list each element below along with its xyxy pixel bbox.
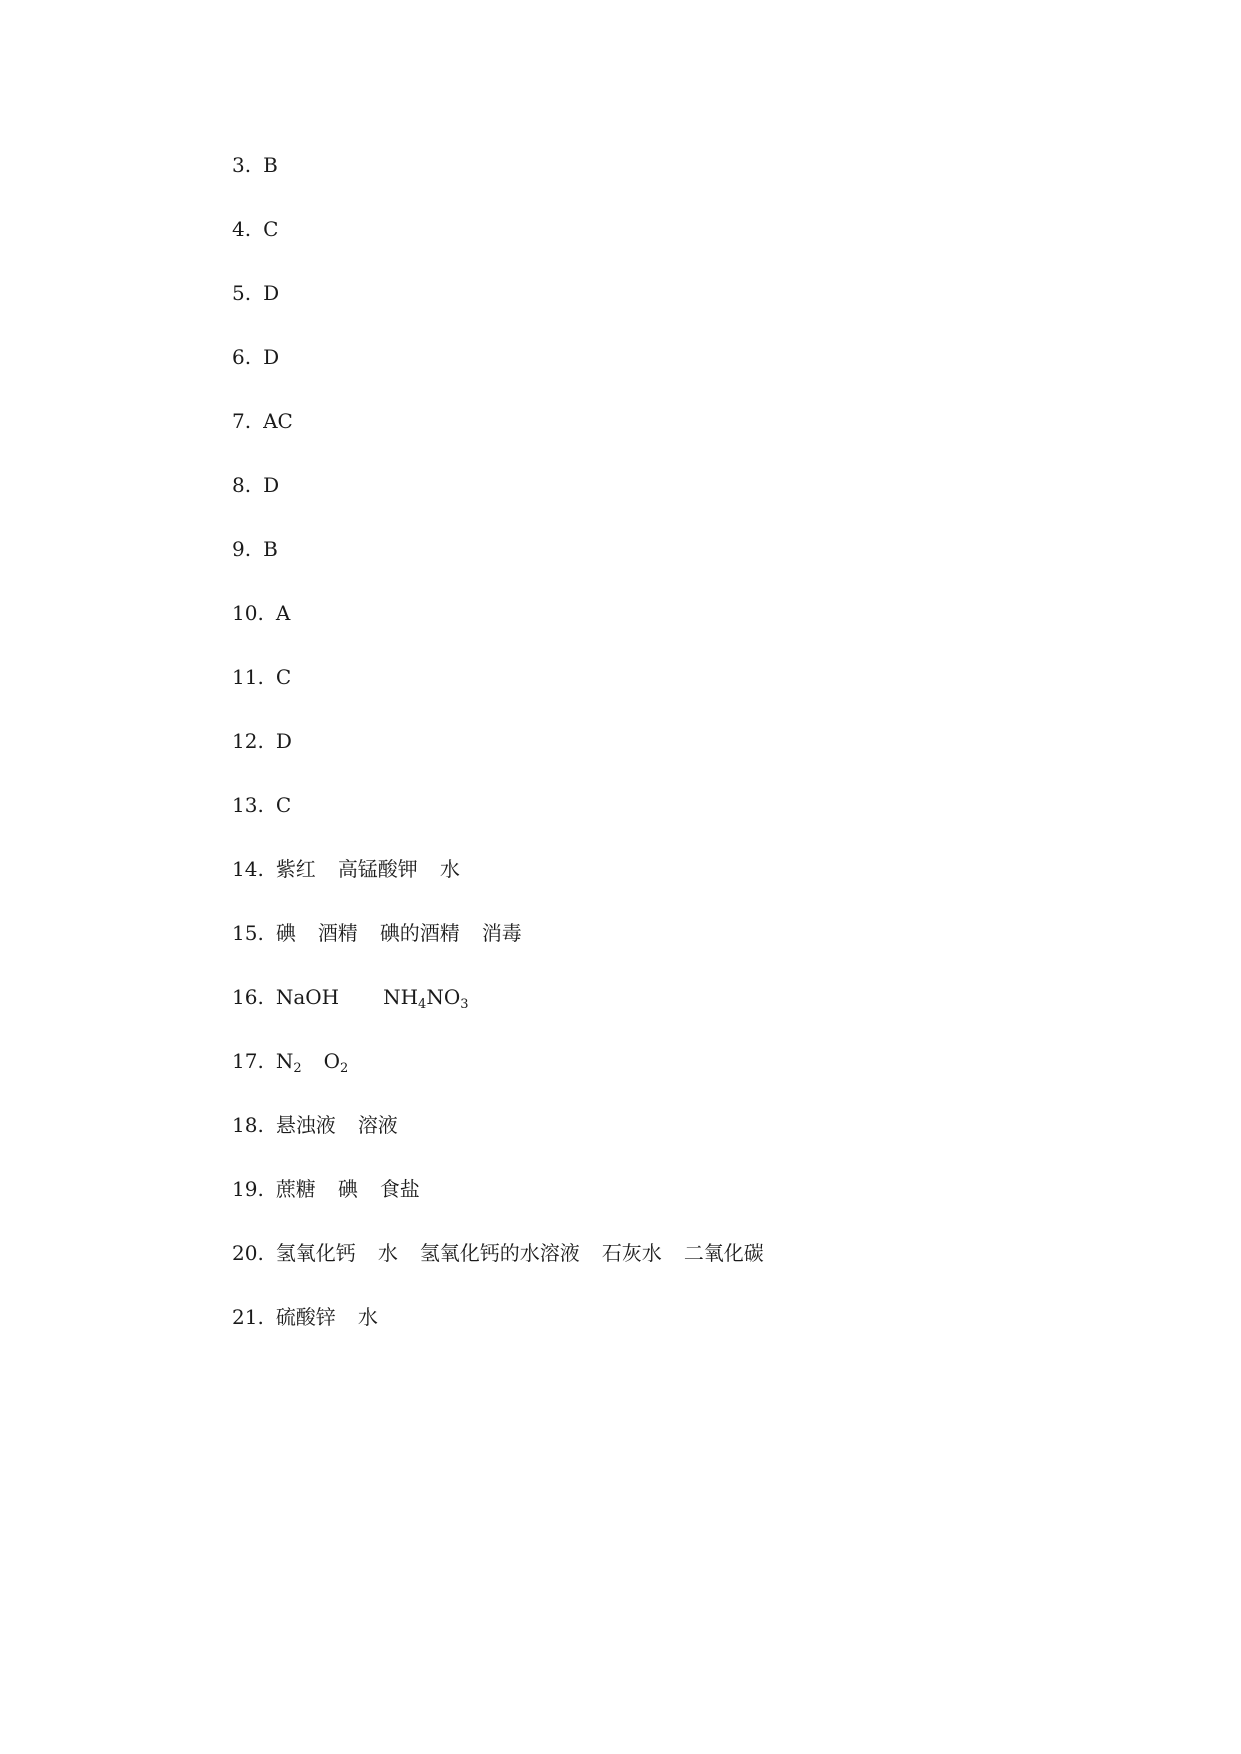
answer-21 (232, 1301, 764, 1365)
answer-18 (232, 1109, 764, 1173)
answer-number: 9. (232, 537, 252, 561)
answer-9 (232, 533, 764, 597)
answer-number: 4. (232, 217, 252, 241)
answer-text: A (275, 601, 291, 625)
answer-text: 消毒 (481, 921, 522, 945)
answer-text: 悬浊液 (275, 1113, 336, 1137)
answer-4 (232, 213, 764, 277)
answer-text: D (275, 729, 292, 753)
answer-text: D (263, 281, 280, 305)
answer-number: 8. (232, 473, 252, 497)
answer-text: B (263, 153, 278, 177)
answer-text: 食盐 (379, 1177, 420, 1201)
answer-text: B (263, 537, 278, 561)
answer-number: 6. (232, 345, 252, 369)
answer-19 (232, 1173, 764, 1237)
answer-text: 蔗糖 (275, 1177, 316, 1201)
answer-text: D (263, 345, 280, 369)
answer-number: 12. (232, 729, 264, 753)
answer-text: 高锰酸钾 (337, 857, 418, 881)
answer-number: 11. (232, 665, 264, 689)
answer-number: 19. (232, 1177, 264, 1201)
answer-text: D (263, 473, 280, 497)
answer-16 (232, 981, 764, 1045)
answer-15 (232, 917, 764, 981)
answer-text: AC (263, 409, 293, 433)
answer-13 (232, 789, 764, 853)
answer-6 (232, 341, 764, 405)
answer-text: 溶液 (357, 1113, 398, 1137)
answer-number: 5. (232, 281, 252, 305)
formula-nh4no3: $NH_4NO_3$ (383, 985, 469, 1012)
answer-text: C (275, 665, 292, 689)
answer-number: 3. (232, 153, 252, 177)
answer-text: 水 (377, 1241, 398, 1265)
answer-text: 水 (357, 1305, 378, 1329)
answer-number: 21. (232, 1305, 264, 1329)
answer-text: 水 (439, 857, 460, 881)
answer-number: 14. (232, 857, 264, 881)
answer-text: 二氧化碳 (683, 1241, 764, 1265)
answer-text: 酒精 (317, 921, 358, 945)
answer-text: 碘 (275, 921, 296, 945)
formula-naoh: NaOH (275, 985, 340, 1009)
answer-20 (232, 1237, 764, 1301)
answer-number: 16. (232, 985, 264, 1009)
answer-17 (232, 1045, 764, 1109)
answer-number: 15. (232, 921, 264, 945)
answer-12 (232, 725, 764, 789)
answer-text: C (263, 217, 279, 241)
formula-o2: $O_2$ (323, 1049, 349, 1076)
answer-number: 18. (232, 1113, 264, 1137)
answer-number: 20. (232, 1241, 264, 1265)
answer-number: 7. (232, 409, 252, 433)
answer-14 (232, 853, 764, 917)
answer-text: 硫酸锌 (275, 1305, 336, 1329)
answer-number: 10. (232, 601, 264, 625)
formula-n2: $N_2$ (275, 1049, 302, 1076)
answer-text: 碘 (337, 1177, 358, 1201)
answer-8 (232, 469, 764, 533)
answer-text: 氢氧化钙 (275, 1241, 356, 1265)
answer-text: C (275, 793, 292, 817)
answer-7 (232, 405, 764, 469)
answer-number: 17. (232, 1049, 264, 1073)
answer-11 (232, 661, 764, 725)
answer-5 (232, 277, 764, 341)
answer-text: 石灰水 (601, 1241, 662, 1265)
answer-text: 紫红 (275, 857, 316, 881)
answer-text: 碘的酒精 (379, 921, 460, 945)
answer-list (232, 149, 764, 1365)
answer-number: 13. (232, 793, 264, 817)
answer-text: 氢氧化钙的水溶液 (419, 1241, 580, 1265)
answer-3 (232, 149, 764, 213)
answer-10 (232, 597, 764, 661)
